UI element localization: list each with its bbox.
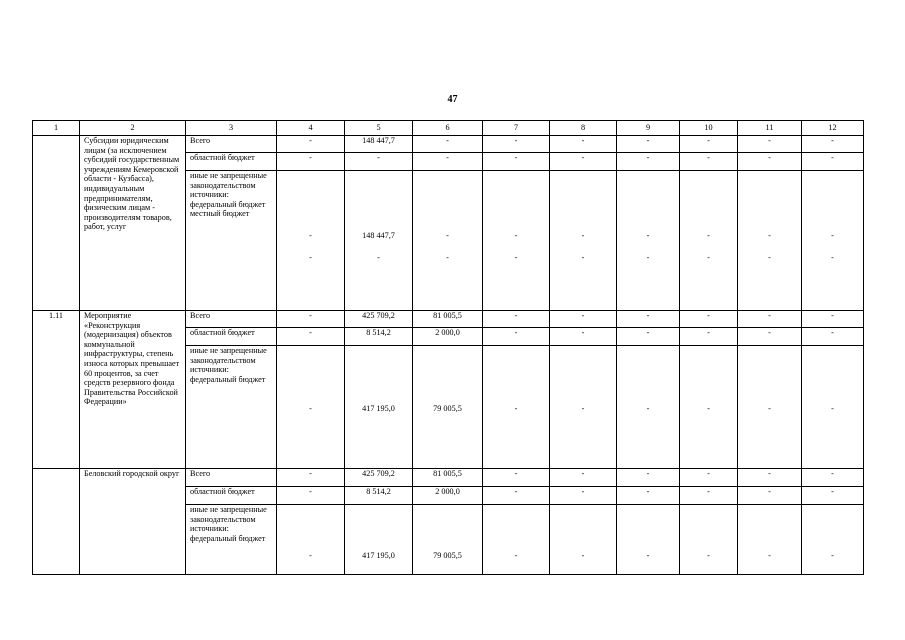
sub-value: -	[707, 551, 710, 560]
value-cell: 2 000,0	[413, 487, 483, 505]
source-label: Всего	[186, 136, 277, 153]
header-cell: 12	[802, 121, 864, 136]
sub-value: -	[514, 252, 518, 262]
value-cell	[413, 346, 483, 469]
sub-value: -	[646, 231, 650, 240]
sub-value: -	[309, 231, 312, 240]
value-cell	[617, 346, 680, 469]
sub-source-label: федеральный бюджет	[190, 199, 266, 209]
value-cell: -	[277, 153, 345, 171]
source-label	[186, 346, 277, 469]
value-cell: -	[550, 311, 617, 328]
sub-value: -	[581, 404, 585, 413]
value-cell: -	[802, 136, 864, 153]
value-cell: -	[550, 487, 617, 505]
value-cell	[277, 171, 345, 311]
sub-value: -	[831, 252, 834, 262]
value-cell: -	[617, 153, 680, 171]
value-cell	[738, 171, 802, 311]
value-cell: -	[483, 153, 550, 171]
header-cell: 3	[186, 121, 277, 136]
sub-value: 417 195,0	[362, 404, 395, 413]
header-cell: 5	[345, 121, 413, 136]
value-cell: -	[680, 487, 738, 505]
sub-source-label: федеральный бюджет	[190, 533, 266, 543]
sub-value: -	[514, 551, 518, 560]
value-cell: -	[277, 487, 345, 505]
value-cell: -	[802, 311, 864, 328]
value-cell	[617, 505, 680, 575]
value-cell: 148 447,7	[345, 136, 413, 153]
value-cell	[277, 346, 345, 469]
header-cell: 10	[680, 121, 738, 136]
value-cell: -	[277, 469, 345, 487]
value-cell	[483, 505, 550, 575]
value-cell: -	[550, 153, 617, 171]
source-label: областной бюджет	[186, 153, 277, 171]
header-cell: 8	[550, 121, 617, 136]
page-number: 47	[447, 94, 458, 105]
value-cell: -	[802, 328, 864, 346]
sub-value: -	[831, 404, 834, 413]
value-cell: -	[738, 487, 802, 505]
sub-value: -	[309, 252, 312, 262]
source-label: областной бюджет	[186, 328, 277, 346]
sub-value: -	[831, 231, 834, 240]
sub-value: -	[581, 231, 585, 240]
value-cell: -	[738, 136, 802, 153]
sub-value: -	[581, 551, 585, 560]
value-cell: -	[617, 136, 680, 153]
item-number	[33, 469, 80, 575]
header-cell: 7	[483, 121, 550, 136]
value-cell: -	[802, 153, 864, 171]
value-cell	[345, 505, 413, 575]
value-cell: 425 709,2	[345, 311, 413, 328]
sub-value: -	[707, 252, 710, 262]
sub-value: -	[768, 404, 771, 413]
sub-value: -	[309, 551, 312, 560]
sub-value: -	[581, 252, 585, 262]
table-row	[33, 136, 864, 153]
value-cell	[802, 505, 864, 575]
value-cell: 8 514,2	[345, 328, 413, 346]
value-cell	[680, 505, 738, 575]
value-cell: -	[483, 311, 550, 328]
value-cell	[345, 346, 413, 469]
sub-value: -	[514, 231, 518, 240]
value-cell: -	[550, 136, 617, 153]
value-cell: -	[802, 469, 864, 487]
item-number	[33, 136, 80, 311]
sub-value: -	[514, 404, 518, 413]
value-cell: -	[345, 153, 413, 171]
value-cell	[802, 346, 864, 469]
sub-value: 79 005,5	[433, 404, 462, 413]
source-heading: иные не запрещенные законодательством источники:	[190, 505, 267, 534]
value-cell: -	[738, 153, 802, 171]
value-cell: -	[617, 469, 680, 487]
sub-source-label: федеральный бюджет	[190, 374, 266, 384]
value-cell: 2 000,0	[413, 328, 483, 346]
source-label: областной бюджет	[186, 487, 277, 505]
sub-value: -	[446, 252, 449, 262]
value-cell	[738, 346, 802, 469]
value-cell: -	[550, 469, 617, 487]
header-row	[33, 121, 864, 136]
value-cell: 81 005,5	[413, 469, 483, 487]
value-cell: -	[738, 469, 802, 487]
sub-value: -	[707, 404, 710, 413]
value-cell	[413, 505, 483, 575]
value-cell	[617, 171, 680, 311]
source-label: Всего	[186, 311, 277, 328]
value-cell	[802, 171, 864, 311]
value-cell: 81 005,5	[413, 311, 483, 328]
value-cell: -	[738, 328, 802, 346]
value-cell: -	[802, 487, 864, 505]
value-cell	[277, 505, 345, 575]
source-label	[186, 171, 277, 311]
value-cell	[550, 505, 617, 575]
value-cell: -	[550, 328, 617, 346]
value-cell: -	[483, 136, 550, 153]
value-cell	[413, 171, 483, 311]
value-cell: -	[483, 487, 550, 505]
value-cell: -	[680, 328, 738, 346]
sub-value: -	[768, 551, 771, 560]
source-label	[186, 505, 277, 575]
value-cell: -	[277, 136, 345, 153]
sub-value: -	[646, 551, 650, 560]
value-cell: -	[680, 311, 738, 328]
value-cell	[550, 171, 617, 311]
value-cell: -	[483, 328, 550, 346]
header-cell: 4	[277, 121, 345, 136]
value-cell: -	[680, 153, 738, 171]
value-cell	[738, 505, 802, 575]
header-cell: 1	[33, 121, 80, 136]
sub-value: -	[377, 252, 380, 262]
value-cell	[680, 171, 738, 311]
sub-source-label: местный бюджет	[190, 209, 250, 219]
value-cell	[680, 346, 738, 469]
sub-value: -	[446, 231, 449, 240]
sub-value: 79 005,5	[433, 551, 462, 560]
header-cell: 6	[413, 121, 483, 136]
value-cell	[550, 346, 617, 469]
item-name: Беловский городской округ	[80, 469, 186, 575]
value-cell	[483, 171, 550, 311]
sub-value: -	[831, 551, 834, 560]
value-cell: -	[680, 469, 738, 487]
sub-value: 148 447,7	[362, 231, 395, 240]
sub-value: -	[646, 252, 650, 262]
value-cell: -	[617, 487, 680, 505]
value-cell	[483, 346, 550, 469]
sub-value: 417 195,0	[362, 551, 395, 560]
value-cell: -	[738, 311, 802, 328]
sub-value: -	[309, 404, 312, 413]
value-cell	[345, 171, 413, 311]
sub-value: -	[646, 404, 650, 413]
sub-value: -	[768, 231, 771, 240]
value-cell: 425 709,2	[345, 469, 413, 487]
table-row	[33, 469, 864, 487]
value-cell: -	[483, 469, 550, 487]
item-number: 1.11	[33, 311, 80, 469]
value-cell: -	[413, 136, 483, 153]
source-label: Всего	[186, 469, 277, 487]
item-name: Мероприятие «Реконструкция (модернизация) объектов коммунальной инфраструктуры, степень износа которых превышает 60 процентов, за счет средств резервного фонда Правительства Российской Федерации»	[80, 311, 186, 469]
value-cell: 8 514,2	[345, 487, 413, 505]
source-heading: иные не запрещенные законодательством источники:	[190, 346, 267, 375]
header-cell: 11	[738, 121, 802, 136]
value-cell: -	[277, 328, 345, 346]
budget-table	[32, 120, 864, 575]
sub-value: -	[768, 252, 771, 262]
header-cell: 2	[80, 121, 186, 136]
value-cell: -	[413, 153, 483, 171]
value-cell: -	[277, 311, 345, 328]
value-cell: -	[617, 328, 680, 346]
value-cell: -	[680, 136, 738, 153]
source-heading: иные не запрещенные законодательством источники:	[190, 171, 267, 200]
value-cell: -	[617, 311, 680, 328]
item-name: Субсидии юридическим лицам (за исключением субсидий государственным учреждениям Кемеровской области - Кузбасса), индивидуальным предпринимателям, физическим лицам - производителям товаров, работ, услуг	[80, 136, 186, 311]
sub-value: -	[707, 231, 710, 240]
table-row	[33, 311, 864, 328]
header-cell: 9	[617, 121, 680, 136]
